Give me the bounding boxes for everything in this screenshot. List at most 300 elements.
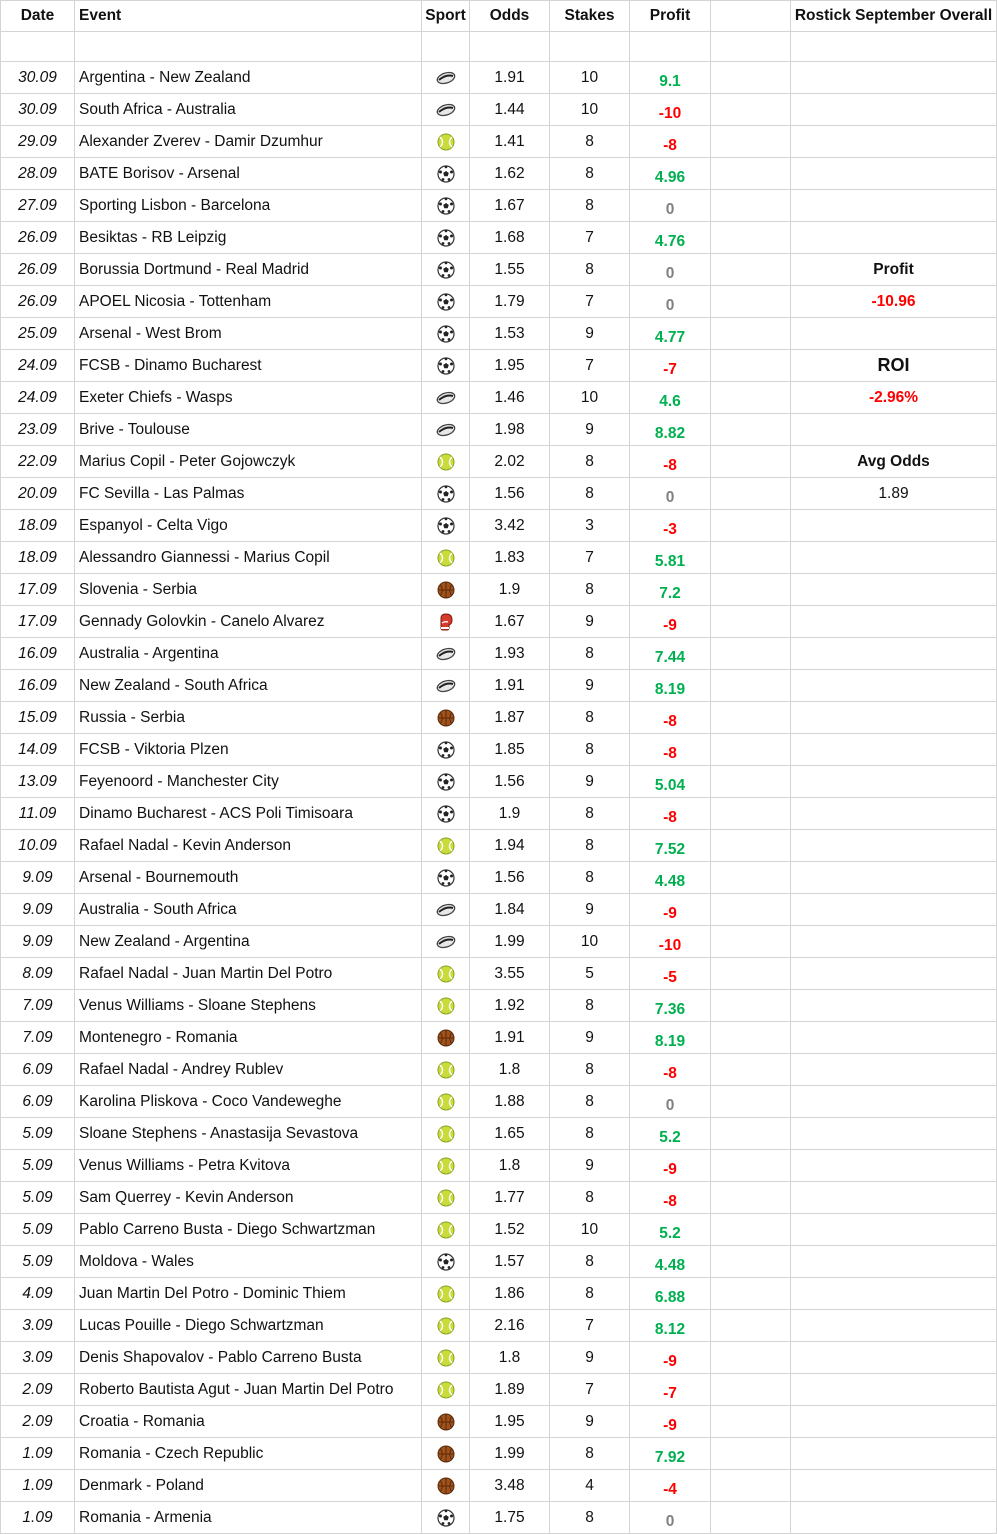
- stakes-cell[interactable]: 8: [550, 1054, 630, 1086]
- empty-cell[interactable]: [791, 894, 997, 926]
- odds-cell[interactable]: 1.65: [470, 1118, 550, 1150]
- sport-cell[interactable]: [422, 1470, 470, 1502]
- profit-cell[interactable]: -9: [630, 1150, 711, 1182]
- empty-cell[interactable]: [791, 1342, 997, 1374]
- empty-cell[interactable]: [711, 382, 791, 414]
- summary-roi-value[interactable]: -2.96%: [791, 382, 997, 414]
- date-cell[interactable]: 6.09: [1, 1054, 75, 1086]
- date-cell[interactable]: 26.09: [1, 222, 75, 254]
- event-cell[interactable]: Romania - Czech Republic: [75, 1438, 422, 1470]
- empty-cell[interactable]: [630, 32, 711, 62]
- summary-profit-value[interactable]: -10.96: [791, 286, 997, 318]
- stakes-cell[interactable]: 9: [550, 414, 630, 446]
- stakes-cell[interactable]: 9: [550, 1022, 630, 1054]
- odds-cell[interactable]: 1.75: [470, 1502, 550, 1534]
- stakes-cell[interactable]: 8: [550, 254, 630, 286]
- profit-cell[interactable]: 7.2: [630, 574, 711, 606]
- sport-cell[interactable]: [422, 1374, 470, 1406]
- date-cell[interactable]: 14.09: [1, 734, 75, 766]
- event-cell[interactable]: Karolina Pliskova - Coco Vandeweghe: [75, 1086, 422, 1118]
- profit-cell[interactable]: 7.52: [630, 830, 711, 862]
- sport-cell[interactable]: [422, 318, 470, 350]
- odds-cell[interactable]: 1.93: [470, 638, 550, 670]
- sport-cell[interactable]: [422, 446, 470, 478]
- stakes-cell[interactable]: 4: [550, 1470, 630, 1502]
- header-odds[interactable]: Odds: [470, 1, 550, 32]
- date-cell[interactable]: 23.09: [1, 414, 75, 446]
- profit-cell[interactable]: 0: [630, 1502, 711, 1534]
- stakes-cell[interactable]: 8: [550, 190, 630, 222]
- event-cell[interactable]: Feyenoord - Manchester City: [75, 766, 422, 798]
- stakes-cell[interactable]: 8: [550, 158, 630, 190]
- empty-cell[interactable]: [711, 350, 791, 382]
- date-cell[interactable]: 28.09: [1, 158, 75, 190]
- profit-cell[interactable]: 4.76: [630, 222, 711, 254]
- empty-cell[interactable]: [711, 926, 791, 958]
- odds-cell[interactable]: 1.92: [470, 990, 550, 1022]
- stakes-cell[interactable]: 10: [550, 1214, 630, 1246]
- stakes-cell[interactable]: 8: [550, 1086, 630, 1118]
- empty-cell[interactable]: [75, 32, 422, 62]
- profit-cell[interactable]: -8: [630, 1054, 711, 1086]
- empty-cell[interactable]: [791, 510, 997, 542]
- stakes-cell[interactable]: 8: [550, 478, 630, 510]
- stakes-cell[interactable]: 9: [550, 1150, 630, 1182]
- empty-cell[interactable]: [711, 670, 791, 702]
- empty-cell[interactable]: [791, 702, 997, 734]
- empty-cell[interactable]: [791, 990, 997, 1022]
- empty-cell[interactable]: [711, 542, 791, 574]
- sport-cell[interactable]: [422, 1310, 470, 1342]
- date-cell[interactable]: 30.09: [1, 62, 75, 94]
- empty-cell[interactable]: [711, 990, 791, 1022]
- empty-cell[interactable]: [791, 126, 997, 158]
- date-cell[interactable]: 26.09: [1, 286, 75, 318]
- summary-title[interactable]: Rostick September Overall: [791, 1, 997, 32]
- event-cell[interactable]: Rafael Nadal - Andrey Rublev: [75, 1054, 422, 1086]
- date-cell[interactable]: 5.09: [1, 1182, 75, 1214]
- sport-cell[interactable]: [422, 1118, 470, 1150]
- empty-cell[interactable]: [711, 1086, 791, 1118]
- empty-cell[interactable]: [711, 702, 791, 734]
- date-cell[interactable]: 18.09: [1, 510, 75, 542]
- event-cell[interactable]: Pablo Carreno Busta - Diego Schwartzman: [75, 1214, 422, 1246]
- stakes-cell[interactable]: 10: [550, 926, 630, 958]
- sport-cell[interactable]: [422, 1054, 470, 1086]
- event-cell[interactable]: Arsenal - West Brom: [75, 318, 422, 350]
- odds-cell[interactable]: 2.02: [470, 446, 550, 478]
- stakes-cell[interactable]: 8: [550, 1502, 630, 1534]
- empty-cell[interactable]: [711, 510, 791, 542]
- profit-cell[interactable]: 8.19: [630, 1022, 711, 1054]
- odds-cell[interactable]: 1.62: [470, 158, 550, 190]
- empty-cell[interactable]: [711, 286, 791, 318]
- profit-cell[interactable]: -9: [630, 606, 711, 638]
- stakes-cell[interactable]: 9: [550, 670, 630, 702]
- odds-cell[interactable]: 1.41: [470, 126, 550, 158]
- date-cell[interactable]: 26.09: [1, 254, 75, 286]
- stakes-cell[interactable]: 7: [550, 222, 630, 254]
- empty-cell[interactable]: [791, 638, 997, 670]
- empty-cell[interactable]: [711, 1502, 791, 1534]
- profit-cell[interactable]: -9: [630, 1342, 711, 1374]
- date-cell[interactable]: 3.09: [1, 1310, 75, 1342]
- odds-cell[interactable]: 3.55: [470, 958, 550, 990]
- event-cell[interactable]: Australia - Argentina: [75, 638, 422, 670]
- stakes-cell[interactable]: 9: [550, 894, 630, 926]
- date-cell[interactable]: 3.09: [1, 1342, 75, 1374]
- profit-cell[interactable]: 4.48: [630, 862, 711, 894]
- empty-cell[interactable]: [711, 734, 791, 766]
- event-cell[interactable]: Russia - Serbia: [75, 702, 422, 734]
- profit-cell[interactable]: 0: [630, 190, 711, 222]
- stakes-cell[interactable]: 8: [550, 638, 630, 670]
- date-cell[interactable]: 9.09: [1, 894, 75, 926]
- profit-cell[interactable]: 0: [630, 478, 711, 510]
- summary-avg-odds-label[interactable]: Avg Odds: [791, 446, 997, 478]
- event-cell[interactable]: Brive - Toulouse: [75, 414, 422, 446]
- empty-cell[interactable]: [422, 32, 470, 62]
- empty-cell[interactable]: [711, 62, 791, 94]
- sport-cell[interactable]: [422, 894, 470, 926]
- empty-cell[interactable]: [791, 670, 997, 702]
- odds-cell[interactable]: 1.87: [470, 702, 550, 734]
- sport-cell[interactable]: [422, 222, 470, 254]
- odds-cell[interactable]: 1.9: [470, 798, 550, 830]
- sport-cell[interactable]: [422, 510, 470, 542]
- sport-cell[interactable]: [422, 734, 470, 766]
- sport-cell[interactable]: [422, 94, 470, 126]
- profit-cell[interactable]: 0: [630, 1086, 711, 1118]
- odds-cell[interactable]: 1.55: [470, 254, 550, 286]
- empty-cell[interactable]: [791, 734, 997, 766]
- sport-cell[interactable]: [422, 1246, 470, 1278]
- empty-cell[interactable]: [711, 32, 791, 62]
- sport-cell[interactable]: [422, 1022, 470, 1054]
- event-cell[interactable]: Exeter Chiefs - Wasps: [75, 382, 422, 414]
- sport-cell[interactable]: [422, 606, 470, 638]
- empty-cell[interactable]: [791, 318, 997, 350]
- stakes-cell[interactable]: 8: [550, 1278, 630, 1310]
- profit-cell[interactable]: 4.96: [630, 158, 711, 190]
- event-cell[interactable]: Arsenal - Bournemouth: [75, 862, 422, 894]
- header-sport[interactable]: Sport: [422, 1, 470, 32]
- empty-cell[interactable]: [711, 606, 791, 638]
- date-cell[interactable]: 10.09: [1, 830, 75, 862]
- summary-avg-odds-value[interactable]: 1.89: [791, 478, 997, 510]
- odds-cell[interactable]: 1.88: [470, 1086, 550, 1118]
- sport-cell[interactable]: [422, 254, 470, 286]
- stakes-cell[interactable]: 7: [550, 350, 630, 382]
- event-cell[interactable]: Marius Copil - Peter Gojowczyk: [75, 446, 422, 478]
- odds-cell[interactable]: 1.99: [470, 1438, 550, 1470]
- header-profit[interactable]: Profit: [630, 1, 711, 32]
- event-cell[interactable]: Lucas Pouille - Diego Schwartzman: [75, 1310, 422, 1342]
- sport-cell[interactable]: [422, 126, 470, 158]
- odds-cell[interactable]: 1.46: [470, 382, 550, 414]
- stakes-cell[interactable]: 8: [550, 1182, 630, 1214]
- stakes-cell[interactable]: 9: [550, 318, 630, 350]
- odds-cell[interactable]: 1.56: [470, 766, 550, 798]
- event-cell[interactable]: FC Sevilla - Las Palmas: [75, 478, 422, 510]
- empty-cell[interactable]: [791, 414, 997, 446]
- empty-cell[interactable]: [791, 1438, 997, 1470]
- date-cell[interactable]: 5.09: [1, 1150, 75, 1182]
- empty-cell[interactable]: [711, 414, 791, 446]
- empty-cell[interactable]: [711, 638, 791, 670]
- stakes-cell[interactable]: 3: [550, 510, 630, 542]
- empty-cell[interactable]: [791, 222, 997, 254]
- event-cell[interactable]: Australia - South Africa: [75, 894, 422, 926]
- odds-cell[interactable]: 1.68: [470, 222, 550, 254]
- header-event[interactable]: Event: [75, 1, 422, 32]
- date-cell[interactable]: 2.09: [1, 1374, 75, 1406]
- date-cell[interactable]: 27.09: [1, 190, 75, 222]
- event-cell[interactable]: Rafael Nadal - Kevin Anderson: [75, 830, 422, 862]
- profit-cell[interactable]: 4.6: [630, 382, 711, 414]
- sport-cell[interactable]: [422, 1150, 470, 1182]
- header-stakes[interactable]: Stakes: [550, 1, 630, 32]
- profit-cell[interactable]: -8: [630, 734, 711, 766]
- profit-cell[interactable]: 5.81: [630, 542, 711, 574]
- date-cell[interactable]: 5.09: [1, 1214, 75, 1246]
- date-cell[interactable]: 29.09: [1, 126, 75, 158]
- empty-cell[interactable]: [470, 32, 550, 62]
- stakes-cell[interactable]: 8: [550, 1118, 630, 1150]
- stakes-cell[interactable]: 9: [550, 766, 630, 798]
- empty-cell[interactable]: [711, 254, 791, 286]
- profit-cell[interactable]: -4: [630, 1470, 711, 1502]
- odds-cell[interactable]: 1.44: [470, 94, 550, 126]
- event-cell[interactable]: Besiktas - RB Leipzig: [75, 222, 422, 254]
- stakes-cell[interactable]: 7: [550, 542, 630, 574]
- date-cell[interactable]: 11.09: [1, 798, 75, 830]
- stakes-cell[interactable]: 8: [550, 862, 630, 894]
- event-cell[interactable]: New Zealand - Argentina: [75, 926, 422, 958]
- empty-cell[interactable]: [791, 1118, 997, 1150]
- sport-cell[interactable]: [422, 862, 470, 894]
- empty-cell[interactable]: [711, 1406, 791, 1438]
- event-cell[interactable]: Alexander Zverev - Damir Dzumhur: [75, 126, 422, 158]
- header-date[interactable]: Date: [1, 1, 75, 32]
- empty-cell[interactable]: [711, 1246, 791, 1278]
- stakes-cell[interactable]: 10: [550, 62, 630, 94]
- profit-cell[interactable]: 0: [630, 254, 711, 286]
- stakes-cell[interactable]: 8: [550, 446, 630, 478]
- date-cell[interactable]: 9.09: [1, 926, 75, 958]
- event-cell[interactable]: Sloane Stephens - Anastasija Sevastova: [75, 1118, 422, 1150]
- event-cell[interactable]: Alessandro Giannessi - Marius Copil: [75, 542, 422, 574]
- odds-cell[interactable]: 1.85: [470, 734, 550, 766]
- sport-cell[interactable]: [422, 158, 470, 190]
- empty-cell[interactable]: [711, 1182, 791, 1214]
- odds-cell[interactable]: 1.84: [470, 894, 550, 926]
- date-cell[interactable]: 22.09: [1, 446, 75, 478]
- empty-cell[interactable]: [711, 1214, 791, 1246]
- odds-cell[interactable]: 3.42: [470, 510, 550, 542]
- event-cell[interactable]: South Africa - Australia: [75, 94, 422, 126]
- empty-cell[interactable]: [791, 1310, 997, 1342]
- odds-cell[interactable]: 1.91: [470, 62, 550, 94]
- date-cell[interactable]: 1.09: [1, 1438, 75, 1470]
- profit-cell[interactable]: -9: [630, 1406, 711, 1438]
- event-cell[interactable]: Venus Williams - Sloane Stephens: [75, 990, 422, 1022]
- event-cell[interactable]: Sporting Lisbon - Barcelona: [75, 190, 422, 222]
- empty-cell[interactable]: [791, 1182, 997, 1214]
- odds-cell[interactable]: 3.48: [470, 1470, 550, 1502]
- empty-cell[interactable]: [711, 766, 791, 798]
- date-cell[interactable]: 7.09: [1, 990, 75, 1022]
- profit-cell[interactable]: 8.12: [630, 1310, 711, 1342]
- empty-cell[interactable]: [791, 1150, 997, 1182]
- empty-cell[interactable]: [550, 32, 630, 62]
- profit-cell[interactable]: 6.88: [630, 1278, 711, 1310]
- event-cell[interactable]: Venus Williams - Petra Kvitova: [75, 1150, 422, 1182]
- sport-cell[interactable]: [422, 542, 470, 574]
- empty-cell[interactable]: [711, 958, 791, 990]
- profit-cell[interactable]: 5.04: [630, 766, 711, 798]
- profit-cell[interactable]: 7.36: [630, 990, 711, 1022]
- sport-cell[interactable]: [422, 1086, 470, 1118]
- profit-cell[interactable]: -8: [630, 798, 711, 830]
- event-cell[interactable]: Gennady Golovkin - Canelo Alvarez: [75, 606, 422, 638]
- profit-cell[interactable]: -10: [630, 926, 711, 958]
- event-cell[interactable]: Espanyol - Celta Vigo: [75, 510, 422, 542]
- sport-cell[interactable]: [422, 574, 470, 606]
- event-cell[interactable]: Borussia Dortmund - Real Madrid: [75, 254, 422, 286]
- profit-cell[interactable]: -10: [630, 94, 711, 126]
- empty-cell[interactable]: [791, 1406, 997, 1438]
- stakes-cell[interactable]: 8: [550, 830, 630, 862]
- date-cell[interactable]: 13.09: [1, 766, 75, 798]
- sport-cell[interactable]: [422, 702, 470, 734]
- empty-cell[interactable]: [791, 32, 997, 62]
- stakes-cell[interactable]: 8: [550, 1438, 630, 1470]
- profit-cell[interactable]: 8.19: [630, 670, 711, 702]
- empty-cell[interactable]: [791, 574, 997, 606]
- odds-cell[interactable]: 1.9: [470, 574, 550, 606]
- event-cell[interactable]: Juan Martin Del Potro - Dominic Thiem: [75, 1278, 422, 1310]
- stakes-cell[interactable]: 8: [550, 734, 630, 766]
- profit-cell[interactable]: 5.2: [630, 1214, 711, 1246]
- date-cell[interactable]: 1.09: [1, 1502, 75, 1534]
- event-cell[interactable]: Argentina - New Zealand: [75, 62, 422, 94]
- empty-cell[interactable]: [711, 478, 791, 510]
- date-cell[interactable]: 9.09: [1, 862, 75, 894]
- profit-cell[interactable]: -9: [630, 894, 711, 926]
- profit-cell[interactable]: 7.44: [630, 638, 711, 670]
- odds-cell[interactable]: 1.98: [470, 414, 550, 446]
- empty-cell[interactable]: [711, 190, 791, 222]
- empty-cell[interactable]: [711, 1470, 791, 1502]
- stakes-cell[interactable]: 8: [550, 990, 630, 1022]
- empty-cell[interactable]: [711, 1438, 791, 1470]
- stakes-cell[interactable]: 7: [550, 1310, 630, 1342]
- profit-cell[interactable]: 8.82: [630, 414, 711, 446]
- date-cell[interactable]: 5.09: [1, 1246, 75, 1278]
- empty-cell[interactable]: [711, 1278, 791, 1310]
- profit-cell[interactable]: -8: [630, 126, 711, 158]
- empty-cell[interactable]: [791, 798, 997, 830]
- empty-cell[interactable]: [791, 1374, 997, 1406]
- odds-cell[interactable]: 1.86: [470, 1278, 550, 1310]
- sport-cell[interactable]: [422, 1342, 470, 1374]
- odds-cell[interactable]: 1.77: [470, 1182, 550, 1214]
- odds-cell[interactable]: 1.56: [470, 862, 550, 894]
- empty-cell[interactable]: [711, 894, 791, 926]
- stakes-cell[interactable]: 8: [550, 126, 630, 158]
- empty-cell[interactable]: [791, 158, 997, 190]
- event-cell[interactable]: Roberto Bautista Agut - Juan Martin Del Potro: [75, 1374, 422, 1406]
- event-cell[interactable]: BATE Borisov - Arsenal: [75, 158, 422, 190]
- stakes-cell[interactable]: 8: [550, 574, 630, 606]
- sport-cell[interactable]: [422, 1278, 470, 1310]
- date-cell[interactable]: 4.09: [1, 1278, 75, 1310]
- date-cell[interactable]: 16.09: [1, 670, 75, 702]
- event-cell[interactable]: FCSB - Viktoria Plzen: [75, 734, 422, 766]
- empty-cell[interactable]: [791, 1246, 997, 1278]
- summary-profit-label[interactable]: Profit: [791, 254, 997, 286]
- profit-cell[interactable]: -5: [630, 958, 711, 990]
- odds-cell[interactable]: 1.57: [470, 1246, 550, 1278]
- event-cell[interactable]: New Zealand - South Africa: [75, 670, 422, 702]
- odds-cell[interactable]: 1.95: [470, 350, 550, 382]
- date-cell[interactable]: 6.09: [1, 1086, 75, 1118]
- empty-cell[interactable]: [791, 190, 997, 222]
- event-cell[interactable]: Slovenia - Serbia: [75, 574, 422, 606]
- stakes-cell[interactable]: 7: [550, 1374, 630, 1406]
- event-cell[interactable]: Moldova - Wales: [75, 1246, 422, 1278]
- empty-cell[interactable]: [711, 574, 791, 606]
- empty-cell[interactable]: [791, 1502, 997, 1534]
- empty-cell[interactable]: [791, 1278, 997, 1310]
- empty-cell[interactable]: [711, 830, 791, 862]
- stakes-cell[interactable]: 9: [550, 606, 630, 638]
- date-cell[interactable]: 17.09: [1, 574, 75, 606]
- empty-cell[interactable]: [791, 542, 997, 574]
- event-cell[interactable]: FCSB - Dinamo Bucharest: [75, 350, 422, 382]
- empty-cell[interactable]: [1, 32, 75, 62]
- profit-cell[interactable]: -8: [630, 702, 711, 734]
- odds-cell[interactable]: 1.83: [470, 542, 550, 574]
- stakes-cell[interactable]: 8: [550, 1246, 630, 1278]
- date-cell[interactable]: 15.09: [1, 702, 75, 734]
- sport-cell[interactable]: [422, 990, 470, 1022]
- header-empty[interactable]: [711, 1, 791, 32]
- empty-cell[interactable]: [711, 94, 791, 126]
- sport-cell[interactable]: [422, 350, 470, 382]
- profit-cell[interactable]: 0: [630, 286, 711, 318]
- event-cell[interactable]: Dinamo Bucharest - ACS Poli Timisoara: [75, 798, 422, 830]
- profit-cell[interactable]: 5.2: [630, 1118, 711, 1150]
- date-cell[interactable]: 1.09: [1, 1470, 75, 1502]
- empty-cell[interactable]: [791, 830, 997, 862]
- sport-cell[interactable]: [422, 62, 470, 94]
- empty-cell[interactable]: [791, 1022, 997, 1054]
- event-cell[interactable]: Denis Shapovalov - Pablo Carreno Busta: [75, 1342, 422, 1374]
- empty-cell[interactable]: [711, 1374, 791, 1406]
- odds-cell[interactable]: 1.8: [470, 1150, 550, 1182]
- date-cell[interactable]: 5.09: [1, 1118, 75, 1150]
- sport-cell[interactable]: [422, 766, 470, 798]
- sport-cell[interactable]: [422, 414, 470, 446]
- odds-cell[interactable]: 1.67: [470, 606, 550, 638]
- date-cell[interactable]: 24.09: [1, 350, 75, 382]
- sport-cell[interactable]: [422, 798, 470, 830]
- event-cell[interactable]: Rafael Nadal - Juan Martin Del Potro: [75, 958, 422, 990]
- sport-cell[interactable]: [422, 1438, 470, 1470]
- empty-cell[interactable]: [711, 446, 791, 478]
